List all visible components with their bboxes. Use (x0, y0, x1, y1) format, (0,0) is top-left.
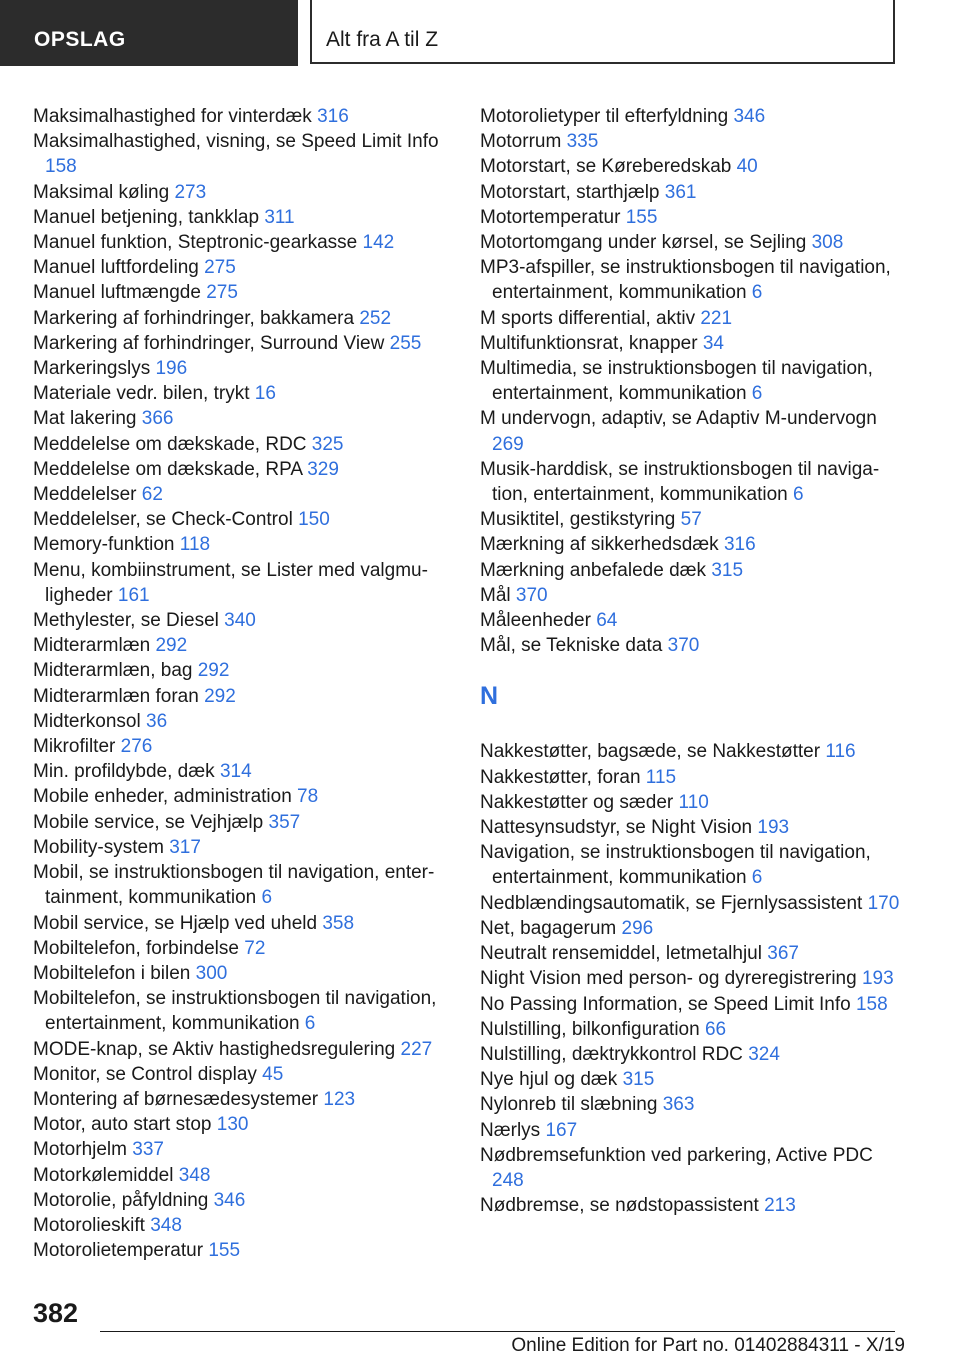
entry-text: Mobiltelefon, forbindelse (33, 937, 239, 959)
entry-text: Net, bagagerum (480, 917, 617, 939)
entry-text: Midterarmlæn (33, 635, 151, 657)
page-link[interactable]: 64 (596, 610, 618, 632)
index-entry (480, 507, 900, 532)
page-link[interactable]: 6 (793, 484, 804, 506)
page-link[interactable]: 325 (311, 433, 344, 455)
page-link[interactable]: 150 (298, 509, 330, 531)
entry-text: Nærlys (480, 1119, 541, 1141)
page-link[interactable]: 6 (751, 867, 763, 889)
page-link[interactable]: 357 (268, 811, 301, 833)
page-link[interactable]: 161 (117, 584, 150, 606)
index-entry (480, 966, 900, 991)
index-entry (33, 784, 443, 809)
page-link[interactable]: 370 (667, 635, 700, 657)
index-entry (33, 1137, 443, 1162)
entry-text: Mobiltelefon, se instruktionsbogen til navigation, entertainment, kommunikation (33, 988, 437, 1035)
page-link[interactable]: 314 (219, 761, 252, 783)
page-link[interactable]: 346 (733, 106, 766, 127)
page-link[interactable]: 66 (704, 1018, 727, 1040)
index-entry (33, 356, 443, 381)
page-link[interactable]: 292 (155, 635, 188, 657)
index-entry (480, 1143, 900, 1193)
entry-text: Motorolietemperatur (33, 1240, 204, 1262)
index-entry (33, 759, 443, 784)
entry-text: Night Vision med person- og dyreregistrering (480, 968, 857, 990)
index-entry (480, 891, 900, 916)
page-link[interactable]: 158 (45, 156, 77, 178)
entry-text: M undervogn, adaptiv, se Adaptiv M-undervogn (480, 408, 877, 430)
page-link[interactable]: 110 (678, 791, 709, 813)
page-number: 382 (33, 1298, 79, 1328)
page-link[interactable]: 36 (146, 710, 168, 732)
page-link[interactable]: 118 (179, 534, 211, 556)
index-entry (480, 1092, 900, 1117)
section-tab[interactable]: OPSLAG (0, 0, 298, 66)
footer-text: Online Edition for Part no. 01402884311 - X/19 (511, 1335, 905, 1356)
page-link[interactable]: 340 (224, 610, 256, 632)
index-entry (33, 1062, 443, 1087)
entry-text: Multimedia, se instruktionsbogen til navigation, entertainment, kommunikation (480, 358, 873, 405)
entry-text: MP3-afspiller, se instruktionsbogen til navigation, entertainment, kommunikation (480, 257, 891, 304)
index-entry (33, 835, 443, 860)
page-link[interactable]: 115 (645, 766, 677, 788)
entry-text: M sports differential, aktiv (480, 307, 696, 329)
entry-text: Markeringslys (33, 358, 151, 380)
index-entry (33, 558, 443, 608)
page-link[interactable]: 155 (208, 1240, 241, 1262)
index-entry (33, 104, 443, 129)
page-link[interactable]: 57 (680, 509, 702, 531)
index-entry (480, 154, 900, 179)
entry-text: Nylonreb til slæbning (480, 1094, 658, 1116)
entry-text: Motorstart, starthjælp (480, 181, 660, 203)
page-link[interactable]: 213 (764, 1195, 796, 1217)
page-link[interactable]: 363 (662, 1094, 695, 1116)
index-group-n (480, 739, 900, 1218)
page-link[interactable]: 155 (625, 206, 658, 228)
page-link[interactable]: 292 (197, 660, 230, 682)
index-entry (33, 507, 443, 532)
index-entry (33, 381, 443, 406)
entry-text: MODE-knap, se Aktiv hastighedsregulering (33, 1038, 396, 1060)
index-entry (480, 306, 900, 331)
entry-text: Midterarmlæn foran (33, 685, 199, 707)
page-link[interactable]: 193 (861, 968, 894, 990)
page-link[interactable]: 337 (132, 1139, 164, 1161)
entry-text: Motorolietyper til efterfyldning (480, 106, 729, 127)
index-entry (480, 129, 900, 154)
index-entry (33, 129, 443, 179)
index-entry (480, 457, 900, 507)
index-entry (33, 1112, 443, 1137)
index-entry (480, 790, 900, 815)
page-link[interactable]: 40 (736, 156, 758, 178)
entry-text: Motorkølemiddel (33, 1164, 174, 1186)
page-link[interactable]: 170 (867, 892, 900, 914)
entry-text: Motortomgang under kørsel, se Sejling (480, 232, 807, 254)
index-entry (33, 406, 443, 431)
entry-text: Maksimal køling (33, 181, 170, 203)
entry-text: Meddelelse om dækskade, RPA (33, 458, 302, 480)
entry-text: Mål (480, 584, 511, 606)
page-link[interactable]: 252 (359, 307, 392, 329)
entry-text: Mikrofilter (33, 736, 116, 758)
page-link[interactable]: 335 (566, 131, 599, 153)
index-entry (33, 230, 443, 255)
index-group-m (480, 104, 900, 658)
page-link[interactable]: 317 (169, 836, 201, 858)
page-link[interactable]: 193 (757, 817, 790, 839)
entry-text: Nattesynsudstyr, se Night Vision (480, 817, 753, 839)
index-entry (33, 306, 443, 331)
page-link[interactable]: 348 (150, 1214, 182, 1236)
entry-text: Motorolieskift (33, 1214, 145, 1236)
index-entry (480, 331, 900, 356)
index-entry (33, 986, 443, 1036)
entry-text: Nakkestøtter, foran (480, 766, 641, 788)
index-entry (33, 1188, 443, 1213)
entry-text: Nulstilling, bilkonfiguration (480, 1018, 700, 1040)
index-entry (33, 1037, 443, 1062)
index-column-left (33, 104, 443, 1263)
entry-text: Nye hjul og dæk (480, 1069, 618, 1091)
page-link[interactable]: 329 (307, 458, 339, 480)
page-link[interactable]: 255 (389, 332, 422, 354)
index-entry (480, 739, 900, 764)
entry-text: Nødbremse, se nødstopassistent (480, 1195, 759, 1217)
index-entry (33, 810, 443, 835)
index-entry (480, 765, 900, 790)
index-entry (480, 633, 900, 658)
entry-text: Multifunktionsrat, knapper (480, 332, 698, 354)
entry-text: Motorhjelm (33, 1139, 127, 1161)
entry-text: Mål, se Tekniske data (480, 635, 663, 657)
entry-text: Mærkning af sikkerhedsdæk (480, 534, 719, 556)
entry-text: No Passing Information, se Speed Limit Info (480, 993, 851, 1015)
entry-text: Nakkestøtter, bagsæde, se Nakkestøtter (480, 741, 821, 763)
entry-text: Mobility-system (33, 836, 164, 858)
index-entry (33, 961, 443, 986)
entry-text: Neutralt rensemiddel, letmetalhjul (480, 943, 762, 965)
index-entry (480, 1193, 900, 1218)
page-link[interactable]: 221 (700, 307, 733, 329)
page-link[interactable]: 6 (304, 1013, 316, 1035)
page-link[interactable]: 316 (723, 534, 756, 556)
index-entry (480, 1067, 900, 1092)
entry-text: Midterarmlæn, bag (33, 660, 193, 682)
entry-text: Manuel funktion, Steptronic-gearkasse (33, 232, 358, 254)
index-entry (480, 916, 900, 941)
index-entry (33, 205, 443, 230)
page-link[interactable]: 316 (317, 106, 349, 127)
index-entry (33, 658, 443, 683)
index-entry (33, 457, 443, 482)
page-link[interactable]: 300 (195, 962, 228, 984)
index-column-right (480, 104, 900, 1218)
index-entry (33, 633, 443, 658)
entry-text: Manuel luftmængde (33, 282, 201, 304)
index-entry (480, 356, 900, 406)
entry-text: Min. profildybde, dæk (33, 761, 215, 783)
page-link[interactable]: 296 (621, 917, 654, 939)
index-entry (33, 331, 443, 356)
page-link[interactable]: 311 (264, 206, 295, 228)
page-link[interactable]: 142 (362, 232, 395, 254)
page-link[interactable]: 62 (141, 484, 163, 506)
index-entry (480, 1042, 900, 1067)
page-link[interactable]: 34 (702, 332, 724, 354)
page-link[interactable]: 6 (751, 282, 763, 304)
index-entry (480, 205, 900, 230)
page-link[interactable]: 324 (748, 1043, 780, 1065)
index-entry (33, 1087, 443, 1112)
page-link[interactable]: 269 (492, 433, 524, 455)
index-entry (480, 941, 900, 966)
section-letter: N (480, 682, 499, 711)
page-link[interactable]: 196 (155, 358, 188, 380)
entry-text: Memory-funktion (33, 534, 175, 556)
index-entry (480, 992, 900, 1017)
index-entry (480, 532, 900, 557)
index-entry (33, 709, 443, 734)
page-link[interactable]: 275 (206, 282, 238, 304)
entry-text: Navigation, se instruktionsbogen til navigation, entertainment, kommunikation (480, 842, 871, 889)
page-link[interactable]: 16 (254, 383, 276, 405)
entry-text: Meddelelser (33, 484, 137, 506)
index-entry (33, 280, 443, 305)
page-link[interactable]: 273 (174, 181, 207, 203)
entry-text: Måleenheder (480, 610, 591, 632)
index-entry (33, 684, 443, 709)
entry-text: Markering af forhindringer, bakkamera (33, 307, 355, 329)
page-link[interactable]: 116 (825, 741, 856, 763)
entry-text: Menu, kombiinstrument, se Lister med valgmuligheder (33, 559, 428, 606)
index-entry (33, 860, 443, 910)
entry-text: Musik-harddisk, se instruktionsbogen til navigation, entertainment, kommunikation (480, 458, 880, 506)
page-link[interactable]: 315 (711, 559, 744, 581)
index-entry (480, 406, 900, 456)
entry-text: Motorolie, påfyldning (33, 1189, 209, 1211)
index-entry (480, 255, 900, 305)
entry-text: Mobil, se instruktionsbogen til navigation, entertainment, kommunikation (33, 862, 435, 909)
index-entry (480, 840, 900, 890)
entry-text: Nulstilling, dæktrykkontrol RDC (480, 1043, 743, 1065)
index-entry (33, 532, 443, 557)
index-entry (33, 482, 443, 507)
entry-text: Markering af forhindringer, Surround View (33, 332, 385, 354)
entry-text: Motorstart, se Køreberedskab (480, 156, 732, 178)
page-link[interactable]: 45 (262, 1063, 284, 1085)
index-entry (33, 432, 443, 457)
page-link[interactable]: 123 (323, 1088, 356, 1110)
entry-text: Manuel luftfordeling (33, 257, 199, 279)
index-entry (480, 1118, 900, 1143)
entry-text: Monitor, se Control display (33, 1063, 257, 1085)
entry-text: Mobile service, se Vejhjælp (33, 811, 264, 833)
page-link[interactable]: 361 (664, 181, 697, 203)
index-entry (480, 180, 900, 205)
page-link[interactable]: 167 (545, 1119, 578, 1141)
entry-text: Materiale vedr. bilen, trykt (33, 383, 250, 405)
footer-divider (100, 1331, 895, 1332)
entry-text: Maksimalhastighed, visning, se Speed Limit Info (33, 131, 439, 153)
index-entry (33, 1238, 443, 1263)
entry-text: Mærkning anbefalede dæk (480, 559, 707, 581)
index-entry (480, 583, 900, 608)
entry-text: Mobile enheder, administration (33, 786, 292, 808)
index-entry (33, 911, 443, 936)
entry-text: Nødbremsefunktion ved parkering, Active PDC (480, 1144, 873, 1166)
page-link[interactable]: 6 (751, 383, 763, 405)
entry-text: Mobil service, se Hjælp ved uheld (33, 912, 318, 934)
index-entry (33, 255, 443, 280)
index-entry (480, 558, 900, 583)
entry-text: Methylester, se Diesel (33, 610, 219, 632)
index-entry (480, 1017, 900, 1042)
page-link[interactable]: 275 (204, 257, 236, 279)
page-link[interactable]: 315 (622, 1069, 655, 1091)
chapter-tab[interactable]: Alt fra A til Z (310, 0, 895, 64)
page-link[interactable]: 346 (213, 1189, 246, 1211)
index-entry (33, 1213, 443, 1238)
page-link[interactable]: 366 (141, 408, 174, 430)
page-link[interactable]: 6 (261, 887, 273, 909)
entry-text: Nakkestøtter og sæder (480, 791, 674, 813)
entry-text: Mat lakering (33, 408, 137, 430)
entry-text: Manuel betjening, tankklap (33, 206, 260, 228)
index-entry (33, 608, 443, 633)
index-entry (33, 734, 443, 759)
page-link[interactable]: 72 (244, 937, 266, 959)
entry-text: Midterkonsol (33, 710, 141, 732)
page-header (0, 0, 960, 66)
entry-text: Meddelelse om dækskade, RDC (33, 433, 307, 455)
index-entry (33, 936, 443, 961)
entry-text: Musiktitel, gestikstyring (480, 509, 676, 531)
page-link[interactable]: 367 (767, 943, 799, 965)
entry-text: Montering af børnesædesystemer (33, 1088, 319, 1110)
page-link[interactable]: 348 (178, 1164, 211, 1186)
index-entry (33, 1163, 443, 1188)
page-link[interactable]: 358 (322, 912, 355, 934)
index-entry (480, 230, 900, 255)
entry-text: Meddelelser, se Check-Control (33, 509, 293, 531)
entry-text: Motorrum (480, 131, 562, 153)
entry-text: Nedblændingsautomatik, se Fjernlysassistent (480, 892, 863, 914)
page-link[interactable]: 78 (297, 786, 319, 808)
page-link[interactable]: 276 (120, 736, 153, 758)
entry-text: Mobiltelefon i bilen (33, 962, 191, 984)
page-link[interactable]: 370 (515, 584, 548, 606)
index-entry (33, 180, 443, 205)
page-link[interactable]: 130 (216, 1114, 249, 1136)
index-entry (480, 815, 900, 840)
page-link[interactable]: 248 (492, 1169, 524, 1191)
entry-text: Motortemperatur (480, 206, 621, 228)
index-entry (480, 608, 900, 633)
page-link[interactable]: 227 (400, 1038, 433, 1060)
entry-text: Motor, auto start stop (33, 1114, 212, 1136)
index-entry (480, 104, 900, 129)
entry-text: Maksimalhastighed for vinterdæk (33, 106, 312, 127)
page-link[interactable]: 292 (204, 685, 236, 707)
page-link[interactable]: 308 (811, 232, 844, 254)
page-link[interactable]: 158 (855, 993, 888, 1015)
